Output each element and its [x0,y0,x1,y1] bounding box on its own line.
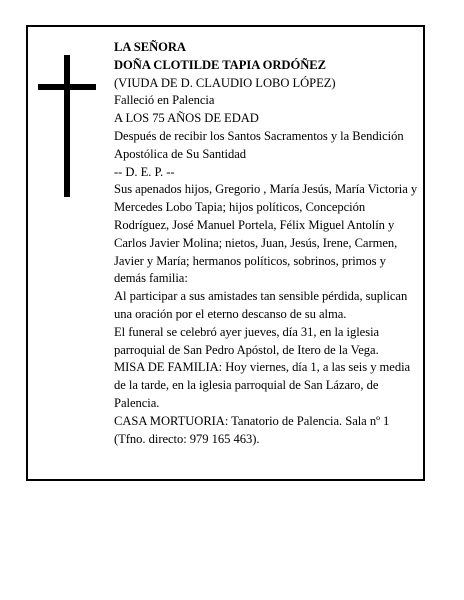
funeral-info: El funeral se celebró ayer jueves, día 31, en la iglesia parroquial de San Pedro Apóstol, de Itero de la Vega. [114,324,380,357]
cross-vertical-bar [64,55,70,197]
rest-in-peace: -- D. E. P. -- [114,164,175,179]
age: A LOS 75 AÑOS DE EDAD [114,111,259,126]
family-list: Sus apenados hijos, Gregorio , María Jesús, María Victoria y Mercedes Lobo Tapia; hijos políticos, Concepción Rodríguez, José Manuel Portela, Félix Miguel Antolín y Carlos Javier Molina; nietos, Juan, Jesús, Irene, Carmen, Javier y María; hermanos políticos, sobrinos, primos y demás familia: [114,182,418,286]
funeral-home-info: CASA MORTUORIA: Tanatorio de Palencia. Sala nº 1 (Tfno. directo: 979 165 463). [114,413,390,446]
death-place: Falleció en Palencia [114,93,215,108]
obituary-text [114,39,420,448]
honorific: LA SEÑORA [114,40,186,54]
sacraments: Después de recibir los Santos Sacramentos y la Bendición Apostólica de Su Santidad [114,128,404,161]
prayer-request: Al participar a sus amistades tan sensible pérdida, suplican una oración por el eterno descanso de su alma. [114,289,408,321]
widow-of: (VIUDA DE D. CLAUDIO LOBO LÓPEZ) [114,75,336,90]
family-mass-info: MISA DE FAMILIA: Hoy viernes, día 1, a las seis y media de la tarde, en la iglesia parroquial de San Lázaro, de Palencia. [114,360,411,410]
deceased-name: DOÑA CLOTILDE TAPIA ORDÓÑEZ [114,57,326,72]
cross-horizontal-bar [38,84,96,90]
